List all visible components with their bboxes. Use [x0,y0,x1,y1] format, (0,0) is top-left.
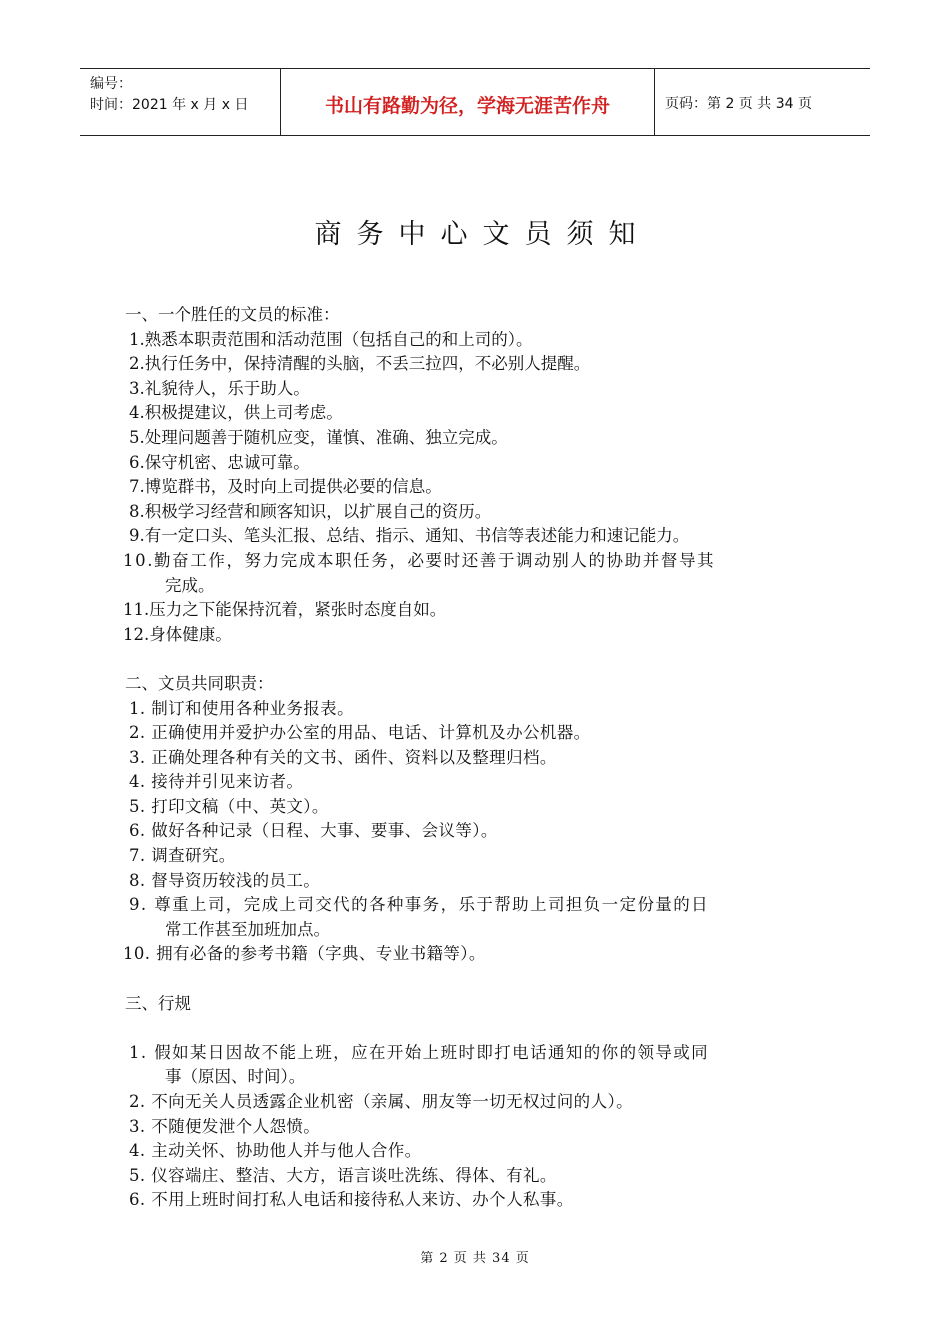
section-heading: 一、一个胜任的文员的标准： [125,305,340,324]
list-item: 3.礼貌待人，乐于助人。 [129,378,310,398]
list-item: 8.积极学习经营和顾客知识，以扩展自己的资历。 [129,501,492,521]
list-item: 3. 不随便发泄个人怨愤。 [129,1116,321,1136]
list-item: 9. 尊重上司，完成上司交代的各种事务，乐于帮助上司担负一定份量的日 [129,895,710,915]
header-motto: 书山有路勤为径，学海无涯苦作舟 [280,69,655,135]
list-item: 6.保守机密、忠诚可靠。 [129,452,310,472]
list-item: 5.处理问题善于随机应变，谨慎、准确、独立完成。 [129,427,508,447]
list-item: 2. 不向无关人员透露企业机密（亲属、朋友等一切无权过问的人）。 [129,1092,634,1111]
document-header [80,68,870,136]
list-item: 2.执行任务中，保持清醒的头脑，不丢三拉四，不必别人提醒。 [129,354,591,374]
list-item: 10. 拥有必备的参考书籍（字典、专业书籍等）。 [123,944,486,964]
section-duties [123,672,843,967]
section-rules [123,992,843,1213]
list-item: 12.身体健康。 [123,624,232,644]
list-item: 11.压力之下能保持沉着，紧张时态度自如。 [123,600,447,620]
header-page-info: 页码：第 2 页 共 34 页 [665,96,812,112]
section-heading: 三、行规 [125,993,191,1013]
list-item-continuation: 常工作甚至加班加点。 [165,919,330,939]
list-item: 7.博览群书，及时向上司提供必要的信息。 [129,477,442,497]
list-item: 8. 督导资历较浅的员工。 [129,870,321,890]
list-item: 4. 接待并引见来访者。 [129,772,304,792]
list-item: 1.熟悉本职责范围和活动范围（包括自己的和上司的）。 [129,329,533,349]
document-title: 商务中心文员须知 [314,219,651,250]
list-item: 3. 正确处理各种有关的文书、函件、资料以及整理归档。 [129,747,557,767]
list-item: 1. 制订和使用各种业务报表。 [129,698,354,718]
list-item-continuation: 事（原因、时间）。 [165,1067,306,1087]
list-item: 5. 仪容端庄、整洁、大方，语言谈吐洗练、得体、有礼。 [129,1165,557,1185]
list-item: 10.勤奋工作，努力完成本职任务，必要时还善于调动别人的协助并督导其 [123,550,716,570]
list-item: 4.积极提建议，供上司考虑。 [129,403,343,423]
section-standards [123,303,843,647]
section-gap [123,647,843,672]
header-meta [80,69,280,135]
section-heading: 二、文员共同职责： [125,673,274,693]
document-body [123,303,843,1213]
list-item: 6. 不用上班时间打私人电话和接待私人来访、办个人私事。 [129,1190,574,1210]
section-gap [123,967,843,992]
list-item: 1. 假如某日因故不能上班，应在开始上班时即打电话通知的你的领导或同 [129,1042,710,1062]
list-item: 2. 正确使用并爱护办公室的用品、电话、计算机及办公机器。 [129,723,591,743]
time-label: 时间：2021 年 x 月 x 日 [90,97,249,113]
list-item: 9.有一定口头、笔头汇报、总结、指示、通知、书信等表述能力和速记能力。 [129,526,690,546]
list-item: 7. 调查研究。 [129,846,236,866]
list-item-continuation: 完成。 [165,575,215,595]
list-item: 4. 主动关怀、协助他人并与他人合作。 [129,1141,422,1161]
list-item: 6. 做好各种记录（日程、大事、要事、会议等）。 [129,821,498,841]
number-label: 编号： [90,76,132,92]
page-footer: 第 2 页 共 34 页 [420,1251,530,1266]
paragraph-gap [123,1016,843,1041]
list-item: 5. 打印文稿（中、英文）。 [129,796,329,816]
